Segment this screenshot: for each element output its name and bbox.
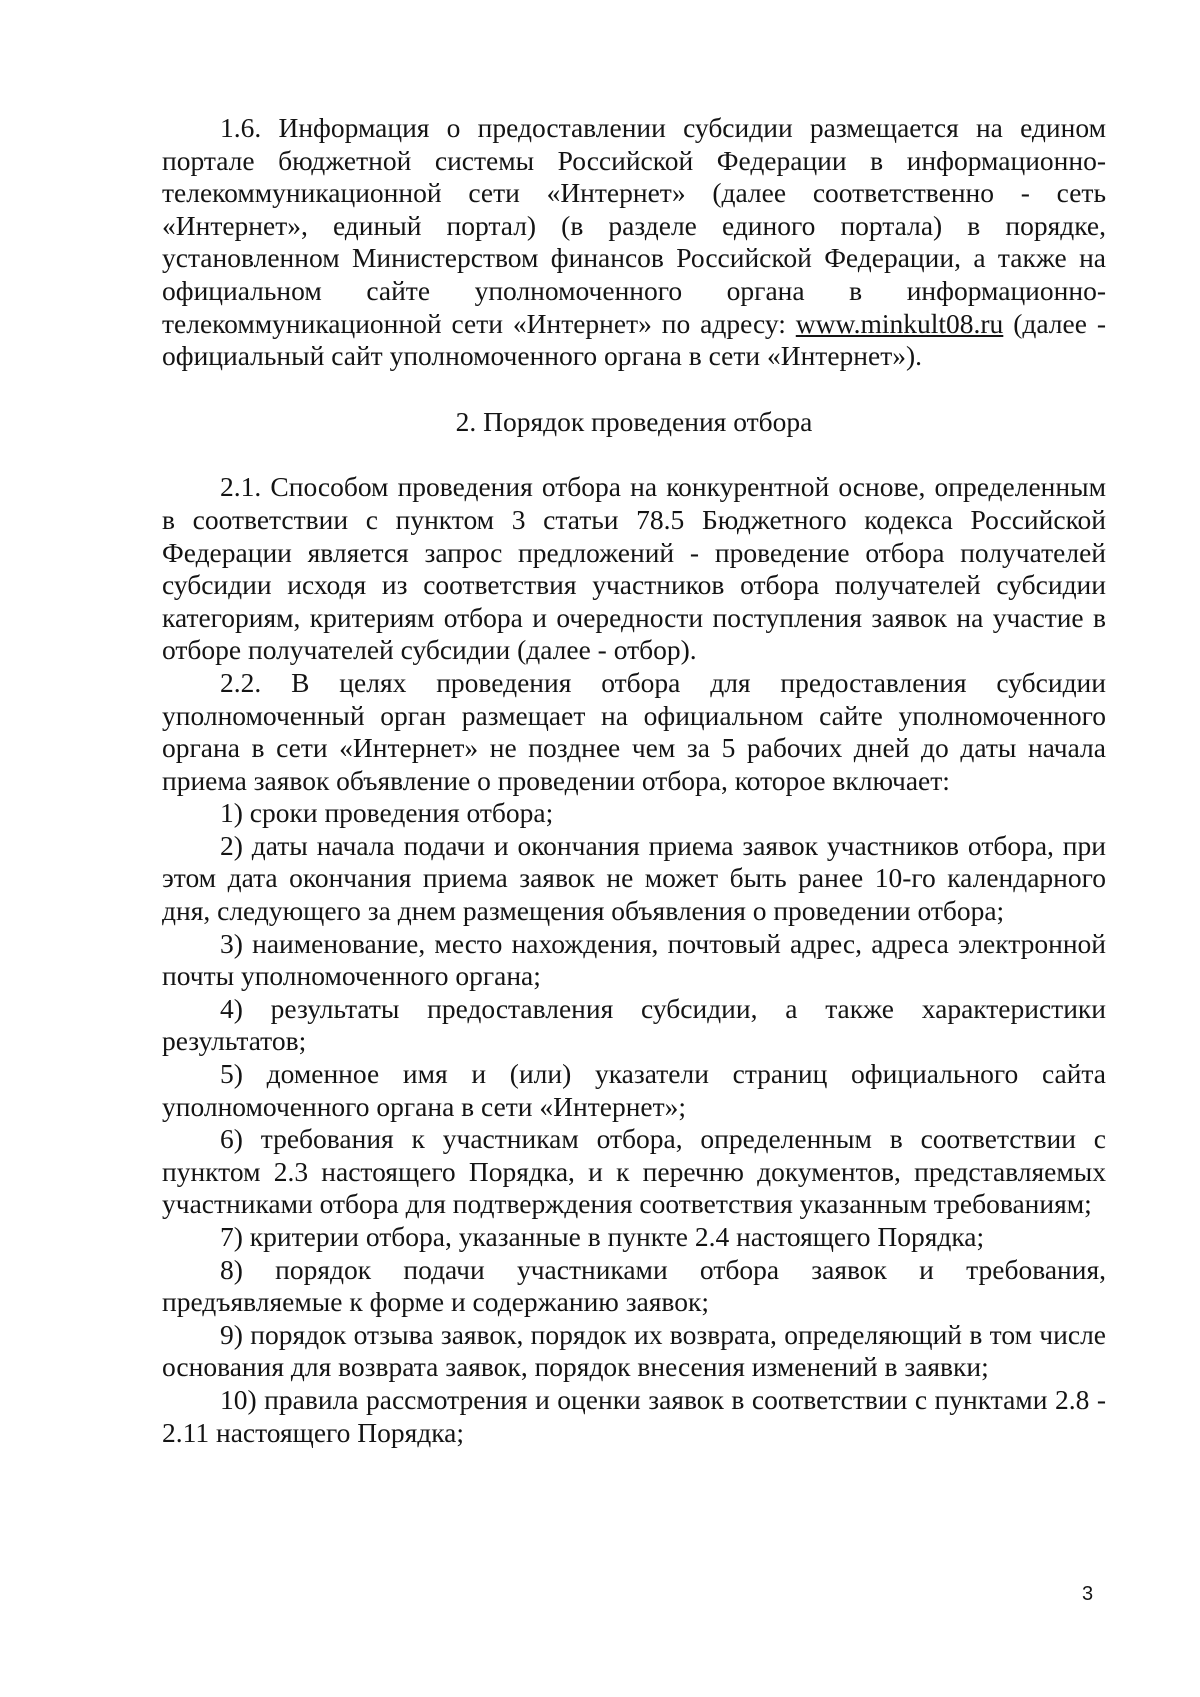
list-item-10: 10) правила рассмотрения и оценки заявок в соответствии с пунктами 2.8 - 2.11 настоящего Порядка; [162, 1383, 1106, 1448]
list-item-3: 3) наименование, место нахождения, почтовый адрес, адреса электронной почты уполномоченного органа; [162, 927, 1106, 992]
paragraph-1-6-text-end: (далее - официальный сайт уполномоченного органа в сети «Интернет»). [162, 307, 1107, 372]
list-item-6: 6) требования к участникам отбора, определенным в соответствии с пунктом 2.3 настоящего Порядка, и к перечню документов, представляемых участниками отбора для подтверждения соответствия указанным требованиям; [162, 1123, 1106, 1220]
paragraph-2-1: 2.1. Способом проведения отбора на конкурентной основе, определенным в соответствии с пунктом 3 статьи 78.5 Бюджетного кодекса Российской Федерации является запрос предложений - проведение отбора получателей субсидии исходя из соответствия участников отбора получателей субсидии категориям, критериям отбора и очередности поступления заявок на участие в отборе получателей субсидии (далее - отбор). [162, 471, 1106, 666]
list-item-2: 2) даты начала подачи и окончания приема заявок участников отбора, при этом дата окончания приема заявок не может быть ранее 10-го календарного дня, следующего за днем размещения объявления о проведении отбора; [162, 829, 1106, 927]
list-item-5: 5) доменное имя и (или) указатели страниц официального сайта уполномоченного органа в сети «Интернет»; [162, 1058, 1106, 1122]
document-body [162, 112, 1106, 1449]
section-2-heading: 2. Порядок проведения отбора [455, 405, 813, 437]
list-item-1: 1) сроки проведения отбора; [220, 797, 554, 829]
paragraph-1-6-text-start: 1.6. Информация о предоставлении субсидии размещается на едином портале бюджетной системы Российской Федерации в информационно-телекоммуникационной сети «Интернет» (далее соответственно - сеть «Интернет», единый портал) (в разделе единого портала) в порядке, установленном Министерством финансов Российской Федерации, а также на официальном сайте уполномоченного органа в информационно-телекоммуникационной сети «Интернет» по адресу: [162, 112, 1106, 339]
paragraph-1-6 [162, 112, 1106, 373]
paragraph-2-2: 2.2. В целях проведения отбора для предоставления субсидии уполномоченный орган размещает на официальном сайте уполномоченного органа в сети «Интернет» не позднее чем за 5 рабочих дней до даты начала приема заявок объявление о проведении отбора, которое включает: [162, 666, 1106, 796]
list-item-4: 4) результаты предоставления субсидии, а также характеристики результатов; [162, 992, 1106, 1057]
website-link[interactable]: www.minkult08.ru [795, 307, 1004, 339]
list-item-8: 8) порядок подачи участниками отбора заявок и требования, предъявляемые к форме и содержанию заявок; [162, 1253, 1106, 1318]
list-item-9: 9) порядок отзыва заявок, порядок их возврата, определяющий в том числе основания для возврата заявок, порядок внесения изменений в заявки; [162, 1318, 1106, 1383]
page-number: 3 [1082, 1583, 1094, 1605]
list-item-7: 7) критерии отбора, указанные в пункте 2.4 настоящего Порядка; [220, 1221, 985, 1252]
